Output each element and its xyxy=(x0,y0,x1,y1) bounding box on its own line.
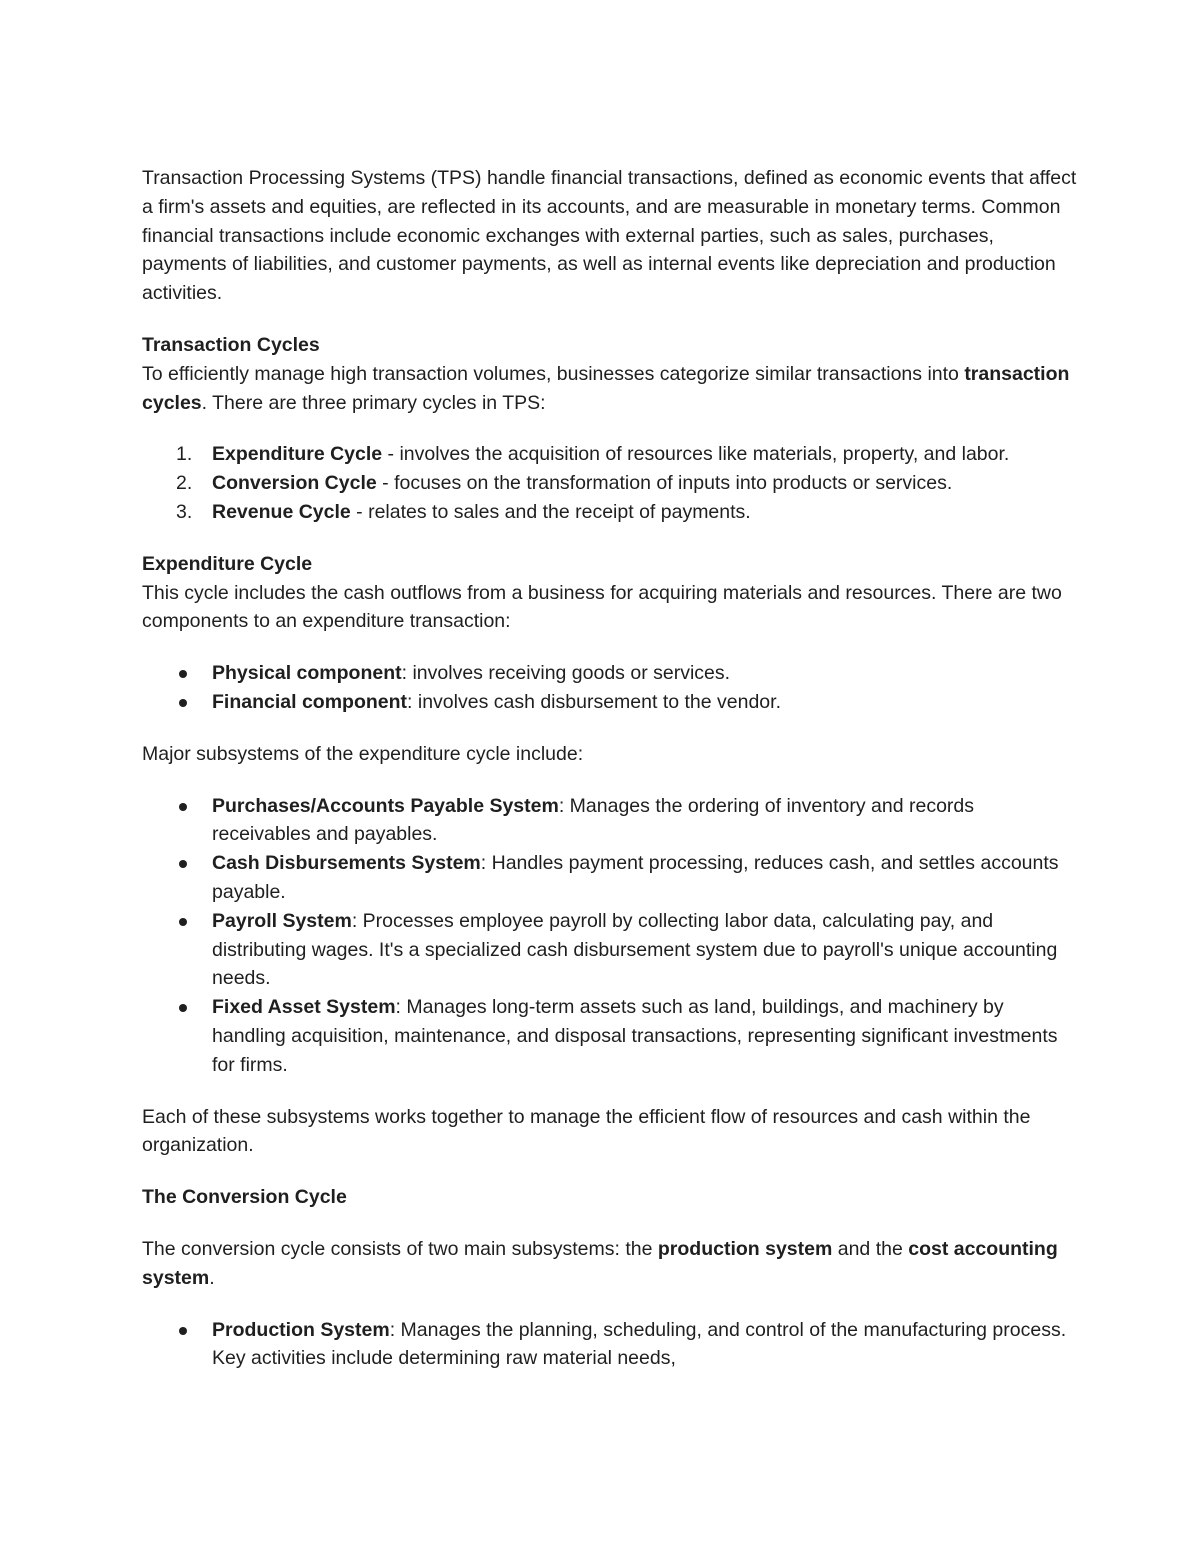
bold-term: cost accounting system xyxy=(142,1237,1058,1289)
expenditure-paragraph: This cycle includes the cash outflows from a business for acquiring materials and resources. There are two components to an expenditure transaction: xyxy=(142,581,1062,633)
transaction-cycles-paragraph xyxy=(142,360,1077,418)
bold-term: transaction cycles xyxy=(142,362,1070,414)
list-number: 1. xyxy=(176,443,193,466)
list-item xyxy=(142,907,1077,993)
intro-paragraph: Transaction Processing Systems (TPS) handle financial transactions, defined as economic events that affect a firm's assets and equities, are reflected in its accounts, and are measurable in monetary terms. Common financial transactions include economic exchanges with external parties, such as sales, purchases, payments of liabilities, and customer payments, as well as internal events like depreciation and production activities. xyxy=(142,167,1077,305)
paragraph-text: The conversion cycle consists of two main subsystems: the xyxy=(142,1237,658,1260)
expenditure-closing-paragraph: Each of these subsystems works together to manage the efficient flow of resources and cash within the organization. xyxy=(142,1105,1031,1157)
list-item-term: Financial component xyxy=(212,690,408,713)
bullet-icon xyxy=(179,699,187,707)
paragraph-text: and the xyxy=(832,1237,909,1260)
list-item-term: Expenditure Cycle xyxy=(212,443,383,466)
list-item xyxy=(142,469,1077,498)
list-item-term: Physical component xyxy=(212,662,402,685)
bold-term: production system xyxy=(657,1237,833,1260)
section-heading-expenditure-cycle: Expenditure Cycle xyxy=(142,552,313,575)
subsystems-intro: Major subsystems of the expenditure cycle include: xyxy=(142,742,584,765)
bullet-icon xyxy=(179,860,187,868)
bullet-icon xyxy=(179,1327,187,1335)
list-item-term: Payroll System xyxy=(212,909,352,932)
list-item-text: : Manages long-term assets such as land, buildings, and machinery by handling acquisition, maintenance, and disposal transactions, representing significant investments for firms. xyxy=(212,996,1058,1076)
bullet-icon xyxy=(179,918,187,926)
paragraph-text: . xyxy=(209,1266,215,1289)
conversion-bullet-list xyxy=(142,1316,1077,1374)
subsystems-bullet-list xyxy=(142,792,1077,1080)
list-item xyxy=(142,849,1077,907)
list-item xyxy=(142,792,1077,850)
bullet-icon xyxy=(179,670,187,678)
list-item-term: Conversion Cycle xyxy=(212,472,377,495)
list-item-text: - involves the acquisition of resources like materials, property, and labor. xyxy=(382,443,1010,466)
document-body xyxy=(142,164,1077,1373)
list-item-term: Revenue Cycle xyxy=(212,500,351,523)
section-heading-conversion-cycle: The Conversion Cycle xyxy=(142,1186,347,1209)
list-item-term: Purchases/Accounts Payable System xyxy=(212,794,559,817)
list-item-text: : Manages the ordering of inventory and records receivables and payables. xyxy=(212,794,974,846)
list-item xyxy=(142,659,1077,688)
list-item xyxy=(142,688,1077,717)
list-number: 3. xyxy=(176,500,193,523)
paragraph-text: To efficiently manage high transaction volumes, businesses categorize similar transactions into xyxy=(142,362,965,385)
list-item-text: - focuses on the transformation of inputs into products or services. xyxy=(376,472,953,495)
list-item xyxy=(142,993,1077,1079)
list-item-text: : Handles payment processing, reduces cash, and settles accounts payable. xyxy=(212,852,1059,903)
list-item-term: Production System xyxy=(212,1318,390,1341)
list-item-text: : Processes employee payroll by collecting labor data, calculating pay, and distributing wages. It's a specialized cash disbursement system due to payroll's unique accounting needs. xyxy=(212,909,1058,990)
list-item-term: Cash Disbursements System xyxy=(212,852,481,875)
list-item xyxy=(142,1316,1077,1374)
list-item-text: : involves cash disbursement to the vendor. xyxy=(407,690,781,713)
paragraph-text: . There are three primary cycles in TPS: xyxy=(201,391,546,414)
list-item-text: : involves receiving goods or services. xyxy=(401,662,731,685)
components-bullet-list xyxy=(142,659,1077,717)
list-item-term: Fixed Asset System xyxy=(212,996,396,1019)
list-item xyxy=(142,498,1077,527)
list-number: 2. xyxy=(176,472,193,495)
bullet-icon xyxy=(179,1004,187,1012)
cycles-numbered-list xyxy=(142,440,1077,526)
list-item xyxy=(142,440,1077,469)
section-heading-transaction-cycles: Transaction Cycles xyxy=(142,333,320,356)
conversion-paragraph xyxy=(142,1235,1077,1293)
list-item-text: - relates to sales and the receipt of payments. xyxy=(350,500,751,523)
bullet-icon xyxy=(179,803,187,811)
list-item-text: : Manages the planning, scheduling, and control of the manufacturing process. Key activities include determining raw material needs, xyxy=(212,1318,1067,1370)
